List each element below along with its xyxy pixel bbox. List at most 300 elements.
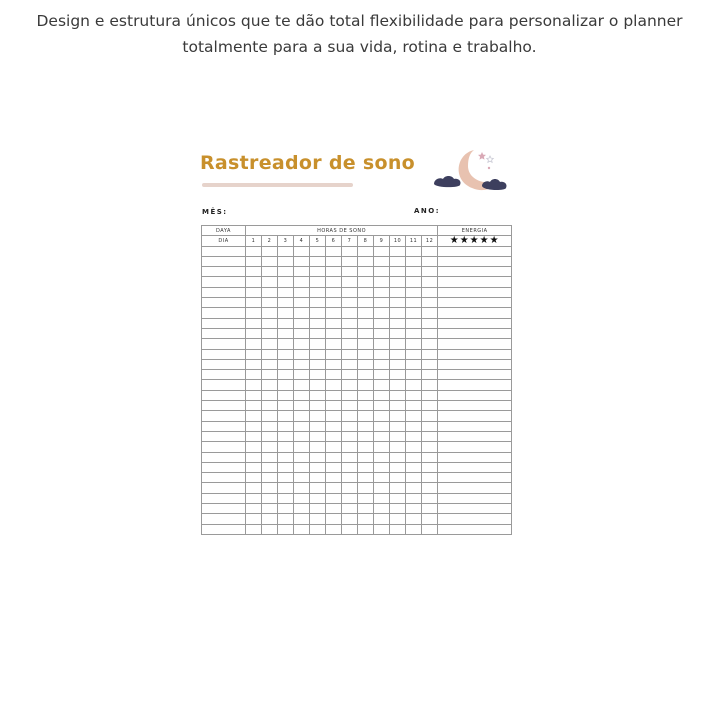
hour-cell <box>374 328 390 338</box>
table-row <box>202 287 512 297</box>
hour-cell <box>326 318 342 328</box>
hour-cell <box>278 349 294 359</box>
hour-cell <box>278 452 294 462</box>
hour-cell <box>310 421 326 431</box>
hour-cell <box>294 390 310 400</box>
table-row <box>202 339 512 349</box>
hour-cell <box>310 298 326 308</box>
hour-cell <box>294 452 310 462</box>
hour-cell <box>358 483 374 493</box>
hour-cell <box>294 380 310 390</box>
hour-cell <box>326 328 342 338</box>
hour-cell <box>262 267 278 277</box>
hour-cell <box>262 339 278 349</box>
hour-cell <box>294 401 310 411</box>
energy-cell <box>438 421 512 431</box>
energy-cell <box>438 514 512 524</box>
hour-cell <box>310 359 326 369</box>
day-cell <box>202 359 246 369</box>
hour-cell <box>374 473 390 483</box>
hour-cell <box>422 256 438 266</box>
hour-cell <box>358 256 374 266</box>
day-header-top: DAYA <box>202 226 246 236</box>
hour-cell <box>278 493 294 503</box>
day-cell <box>202 298 246 308</box>
hour-cell <box>406 473 422 483</box>
hour-cell <box>358 431 374 441</box>
hour-cell <box>262 390 278 400</box>
hour-cell <box>358 267 374 277</box>
hour-cell <box>326 462 342 472</box>
energy-cell <box>438 339 512 349</box>
hour-cell <box>294 504 310 514</box>
hour-cell <box>422 431 438 441</box>
table-row <box>202 493 512 503</box>
hour-cell <box>262 462 278 472</box>
hour-cell <box>246 390 262 400</box>
hour-cell <box>374 370 390 380</box>
hour-cell <box>390 328 406 338</box>
hour-cell <box>246 287 262 297</box>
hour-cell <box>358 339 374 349</box>
hour-cell <box>406 421 422 431</box>
energy-cell <box>438 431 512 441</box>
day-cell <box>202 339 246 349</box>
day-cell <box>202 370 246 380</box>
hour-cell <box>422 339 438 349</box>
day-cell <box>202 452 246 462</box>
hour-12: 12 <box>422 236 438 246</box>
hour-cell <box>342 504 358 514</box>
table-row <box>202 318 512 328</box>
hour-cell <box>406 504 422 514</box>
hour-cell <box>278 287 294 297</box>
table-row <box>202 442 512 452</box>
hour-6: 6 <box>326 236 342 246</box>
hour-cell <box>390 401 406 411</box>
hour-cell <box>310 380 326 390</box>
hour-cell <box>390 442 406 452</box>
hour-cell <box>342 452 358 462</box>
day-cell <box>202 483 246 493</box>
hour-cell <box>246 380 262 390</box>
hour-cell <box>246 504 262 514</box>
sheet-title: Rastreador de sono <box>200 152 416 174</box>
hour-cell <box>310 277 326 287</box>
hour-cell <box>374 421 390 431</box>
table-row <box>202 380 512 390</box>
hour-cell <box>406 349 422 359</box>
energy-cell <box>438 328 512 338</box>
hour-cell <box>374 462 390 472</box>
table-row <box>202 246 512 256</box>
hours-header: HORAS DE SONO <box>246 226 438 236</box>
hour-cell <box>390 431 406 441</box>
table-row <box>202 514 512 524</box>
hour-cell <box>358 462 374 472</box>
hour-cell <box>358 298 374 308</box>
hour-cell <box>422 380 438 390</box>
hour-cell <box>358 452 374 462</box>
hour-cell <box>406 524 422 534</box>
hour-cell <box>374 308 390 318</box>
hour-cell <box>246 349 262 359</box>
hour-cell <box>278 318 294 328</box>
hour-cell <box>422 514 438 524</box>
hour-cell <box>390 287 406 297</box>
hour-cell <box>358 349 374 359</box>
hour-cell <box>262 359 278 369</box>
hour-cell <box>294 442 310 452</box>
hour-cell <box>326 256 342 266</box>
hour-cell <box>390 390 406 400</box>
hour-cell <box>246 246 262 256</box>
hour-cell <box>278 380 294 390</box>
hour-cell <box>422 524 438 534</box>
hour-cell <box>406 514 422 524</box>
hour-cell <box>358 504 374 514</box>
hour-cell <box>326 339 342 349</box>
hour-cell <box>262 328 278 338</box>
day-cell <box>202 524 246 534</box>
hour-cell <box>342 380 358 390</box>
hour-cell <box>294 493 310 503</box>
hour-cell <box>262 256 278 266</box>
day-cell <box>202 277 246 287</box>
table-row <box>202 452 512 462</box>
hour-cell <box>422 267 438 277</box>
energy-cell <box>438 267 512 277</box>
hour-cell <box>390 452 406 462</box>
hour-cell <box>262 287 278 297</box>
hour-cell <box>326 267 342 277</box>
energy-cell <box>438 504 512 514</box>
hour-cell <box>358 493 374 503</box>
hour-cell <box>294 328 310 338</box>
hour-cell <box>390 349 406 359</box>
hour-cell <box>326 483 342 493</box>
hour-cell <box>246 493 262 503</box>
hour-cell <box>278 442 294 452</box>
hour-cell <box>246 401 262 411</box>
hour-cell <box>278 308 294 318</box>
hour-cell <box>406 401 422 411</box>
table-row <box>202 277 512 287</box>
hour-cell <box>390 462 406 472</box>
energy-cell <box>438 277 512 287</box>
hour-cell <box>278 267 294 277</box>
hour-cell <box>294 421 310 431</box>
hour-cell <box>358 246 374 256</box>
sleep-grid <box>201 225 512 535</box>
hour-cell <box>422 328 438 338</box>
day-cell <box>202 246 246 256</box>
hour-cell <box>326 287 342 297</box>
hour-cell <box>342 483 358 493</box>
hour-cell <box>294 246 310 256</box>
hour-cell <box>358 390 374 400</box>
hour-cell <box>310 462 326 472</box>
hour-cell <box>406 298 422 308</box>
hour-cell <box>310 431 326 441</box>
hour-cell <box>390 318 406 328</box>
hour-cell <box>390 298 406 308</box>
hour-cell <box>374 287 390 297</box>
hour-5: 5 <box>310 236 326 246</box>
hour-cell <box>278 370 294 380</box>
energy-cell <box>438 452 512 462</box>
hour-cell <box>390 483 406 493</box>
hour-cell <box>262 493 278 503</box>
hour-cell <box>262 349 278 359</box>
hour-cell <box>342 349 358 359</box>
hour-cell <box>326 493 342 503</box>
hour-cell <box>374 277 390 287</box>
table-row <box>202 473 512 483</box>
hour-cell <box>326 473 342 483</box>
energy-cell <box>438 287 512 297</box>
hour-cell <box>342 473 358 483</box>
hour-cell <box>246 452 262 462</box>
hour-cell <box>390 246 406 256</box>
hour-cell <box>326 308 342 318</box>
hour-9: 9 <box>374 236 390 246</box>
hour-10: 10 <box>390 236 406 246</box>
hour-cell <box>374 318 390 328</box>
hour-cell <box>374 452 390 462</box>
hour-cell <box>374 504 390 514</box>
hour-cell <box>358 442 374 452</box>
hour-cell <box>422 349 438 359</box>
hour-cell <box>390 380 406 390</box>
hour-cell <box>310 524 326 534</box>
hour-cell <box>342 359 358 369</box>
energy-cell <box>438 401 512 411</box>
year-label: ANO: <box>414 207 441 215</box>
hour-cell <box>246 524 262 534</box>
hour-cell <box>310 339 326 349</box>
hour-4: 4 <box>294 236 310 246</box>
hour-cell <box>358 401 374 411</box>
hour-cell <box>262 442 278 452</box>
hour-cell <box>390 524 406 534</box>
hour-cell <box>342 390 358 400</box>
hour-cell <box>374 431 390 441</box>
hour-cell <box>342 287 358 297</box>
hour-cell <box>326 277 342 287</box>
hour-cell <box>278 421 294 431</box>
hour-cell <box>390 308 406 318</box>
hour-cell <box>278 339 294 349</box>
day-header-bottom: DIA <box>202 236 246 246</box>
hour-cell <box>246 318 262 328</box>
energy-cell <box>438 411 512 421</box>
hour-cell <box>406 256 422 266</box>
hour-cell <box>422 411 438 421</box>
sleep-tracker-sheet <box>200 140 512 620</box>
hour-cell <box>262 308 278 318</box>
hour-cell <box>326 452 342 462</box>
day-cell <box>202 493 246 503</box>
hour-cell <box>262 421 278 431</box>
hour-cell <box>326 359 342 369</box>
hour-cell <box>326 431 342 441</box>
hour-cell <box>246 411 262 421</box>
hour-cell <box>422 246 438 256</box>
hour-cell <box>294 524 310 534</box>
hour-cell <box>374 267 390 277</box>
day-cell <box>202 287 246 297</box>
hour-cell <box>246 431 262 441</box>
day-cell <box>202 442 246 452</box>
energy-cell <box>438 256 512 266</box>
hour-cell <box>342 328 358 338</box>
hour-cell <box>246 473 262 483</box>
hour-cell <box>294 287 310 297</box>
table-row <box>202 504 512 514</box>
moon-cloud-stars-icon <box>432 142 516 196</box>
hour-cell <box>358 370 374 380</box>
hour-cell <box>262 401 278 411</box>
hour-cell <box>294 267 310 277</box>
hour-cell <box>326 401 342 411</box>
hour-cell <box>278 328 294 338</box>
energy-cell <box>438 370 512 380</box>
hour-cell <box>262 473 278 483</box>
energy-cell <box>438 493 512 503</box>
hour-cell <box>374 246 390 256</box>
hour-cell <box>246 483 262 493</box>
table-row <box>202 421 512 431</box>
hour-cell <box>246 359 262 369</box>
hour-cell <box>390 359 406 369</box>
hour-cell <box>262 524 278 534</box>
hour-cell <box>342 442 358 452</box>
hour-cell <box>406 380 422 390</box>
day-cell <box>202 349 246 359</box>
hour-cell <box>294 359 310 369</box>
hour-cell <box>294 411 310 421</box>
energy-cell <box>438 298 512 308</box>
month-label: MÊS: <box>202 208 228 216</box>
hour-cell <box>326 514 342 524</box>
hour-cell <box>406 287 422 297</box>
energy-cell <box>438 462 512 472</box>
hour-cell <box>390 493 406 503</box>
hour-cell <box>374 339 390 349</box>
hour-cell <box>294 514 310 524</box>
hour-cell <box>310 442 326 452</box>
hour-cell <box>262 298 278 308</box>
hour-cell <box>422 442 438 452</box>
table-row <box>202 328 512 338</box>
hour-cell <box>278 462 294 472</box>
hour-cell <box>310 493 326 503</box>
hour-cell <box>342 318 358 328</box>
energy-cell <box>438 524 512 534</box>
hour-cell <box>262 380 278 390</box>
table-row <box>202 462 512 472</box>
hour-cell <box>374 524 390 534</box>
hour-cell <box>390 411 406 421</box>
hour-cell <box>358 359 374 369</box>
hour-cell <box>358 411 374 421</box>
hour-cell <box>406 390 422 400</box>
hour-cell <box>374 349 390 359</box>
hour-cell <box>358 524 374 534</box>
hour-cell <box>294 256 310 266</box>
hour-11: 11 <box>406 236 422 246</box>
hour-cell <box>422 359 438 369</box>
hour-cell <box>406 359 422 369</box>
hour-cell <box>326 349 342 359</box>
day-cell <box>202 308 246 318</box>
hour-cell <box>262 514 278 524</box>
hour-cell <box>310 287 326 297</box>
hour-cell <box>294 318 310 328</box>
hour-cell <box>374 401 390 411</box>
hour-cell <box>406 483 422 493</box>
hour-cell <box>342 431 358 441</box>
hour-cell <box>422 298 438 308</box>
hour-cell <box>422 473 438 483</box>
hour-cell <box>246 308 262 318</box>
hour-cell <box>262 246 278 256</box>
hour-cell <box>310 411 326 421</box>
hour-cell <box>294 431 310 441</box>
hour-cell <box>422 277 438 287</box>
energy-cell <box>438 473 512 483</box>
hour-cell <box>342 462 358 472</box>
hour-cell <box>278 390 294 400</box>
hour-cell <box>406 442 422 452</box>
hour-cell <box>358 277 374 287</box>
table-row <box>202 411 512 421</box>
hour-cell <box>406 246 422 256</box>
hour-cell <box>246 442 262 452</box>
hour-cell <box>390 473 406 483</box>
hour-1: 1 <box>246 236 262 246</box>
hour-cell <box>278 524 294 534</box>
hour-cell <box>278 504 294 514</box>
day-cell <box>202 267 246 277</box>
energy-cell <box>438 349 512 359</box>
hour-cell <box>422 493 438 503</box>
day-cell <box>202 473 246 483</box>
hour-cell <box>310 318 326 328</box>
hour-cell <box>310 390 326 400</box>
hour-cell <box>342 339 358 349</box>
hour-cell <box>278 483 294 493</box>
hour-cell <box>422 504 438 514</box>
day-cell <box>202 462 246 472</box>
energy-cell <box>438 318 512 328</box>
hour-cell <box>422 401 438 411</box>
hour-cell <box>342 370 358 380</box>
hour-cell <box>374 514 390 524</box>
hour-cell <box>342 411 358 421</box>
hour-7: 7 <box>342 236 358 246</box>
hour-cell <box>246 267 262 277</box>
hour-cell <box>374 493 390 503</box>
hour-cell <box>390 370 406 380</box>
hour-cell <box>310 514 326 524</box>
hour-cell <box>278 431 294 441</box>
hour-cell <box>374 483 390 493</box>
table-row <box>202 256 512 266</box>
hour-cell <box>294 462 310 472</box>
hour-cell <box>310 256 326 266</box>
